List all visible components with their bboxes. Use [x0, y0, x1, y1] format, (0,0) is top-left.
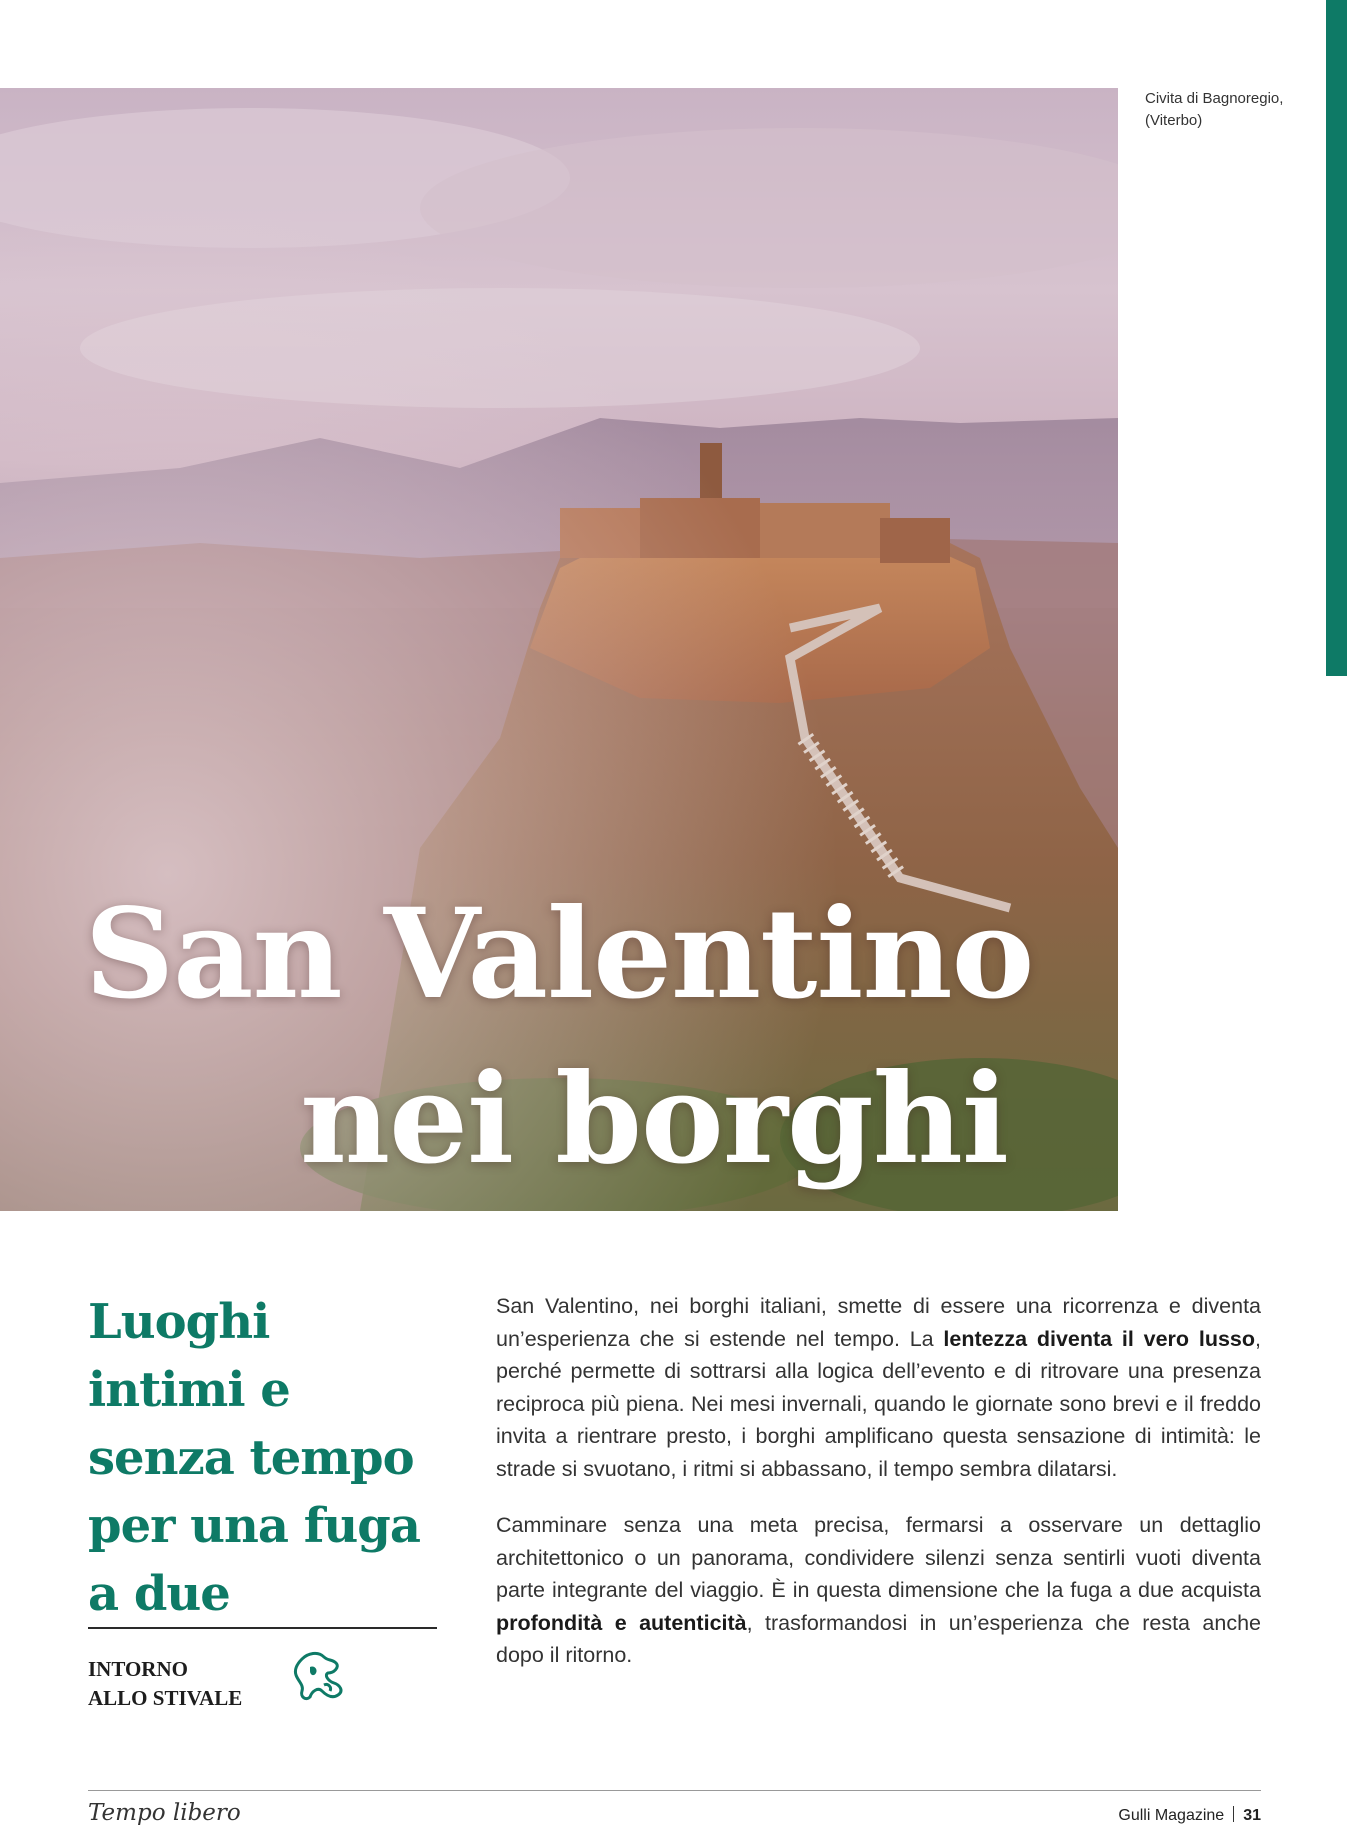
footer-section-name: Tempo libero	[88, 1800, 241, 1826]
article-body	[496, 1290, 1261, 1696]
section-label	[88, 1655, 242, 1713]
page-number: 31	[1243, 1807, 1261, 1824]
headline-divider	[88, 1627, 437, 1629]
body-paragraph-1: San Valentino, nei borghi italiani, smette di essere una ricorrenza e diventa un’esperienza che si estende nel tempo. La lentezza diventa il vero lusso, perché permette di sottrarsi alla logica dell’evento e di ritrovare una presenza reciproca più piena. Nei mesi invernali, quando le giornate sono brevi e il freddo invita a rientrare presto, i borghi amplificano questa sensazione di intimità: le strade si svuotano, i ritmi si abbassano, il tempo sembra dilatarsi.	[496, 1294, 1261, 1481]
footer-separator	[1233, 1806, 1234, 1822]
section-color-tab	[1326, 0, 1347, 676]
hero-title-line-1: San Valentino	[84, 882, 1034, 1027]
footer-page-info	[1118, 1806, 1261, 1825]
photo-caption: Civita di Bagnoregio, (Viterbo)	[1145, 90, 1284, 129]
headline-line: per una fuga	[88, 1498, 420, 1554]
emphasis: profondità e autenticità	[496, 1610, 747, 1635]
article-headline	[88, 1288, 438, 1628]
headline-line: senza tempo	[88, 1430, 414, 1486]
section-label-line: ALLO STIVALE	[88, 1686, 243, 1710]
section-label-line: INTORNO	[88, 1657, 188, 1681]
emphasis: lentezza diventa il vero lusso	[943, 1326, 1255, 1351]
headline-line: intimi e	[88, 1362, 290, 1418]
headline-line: a due	[88, 1566, 230, 1622]
footer-divider	[88, 1790, 1261, 1791]
body-paragraph-2: Camminare senza una meta precisa, fermarsi a osservare un dettaglio architettonico o un panorama, condividere silenzi senza sentirli vuoti diventa parte integrante del viaggio. È in questa dimensione che la fuga a due acquista profondità e autenticità, trasformandosi in un’esperienza che resta anche dopo il ritorno.	[496, 1513, 1261, 1667]
hero-title-line-2: nei borghi	[299, 1047, 1009, 1192]
magazine-name: Gulli Magazine	[1118, 1807, 1225, 1824]
intro-column	[88, 1288, 438, 1628]
hero-photo	[0, 88, 1118, 1211]
italy-map-icon	[288, 1645, 350, 1707]
headline-line: Luoghi	[88, 1294, 270, 1350]
hillside-village-illustration	[0, 88, 1118, 1211]
